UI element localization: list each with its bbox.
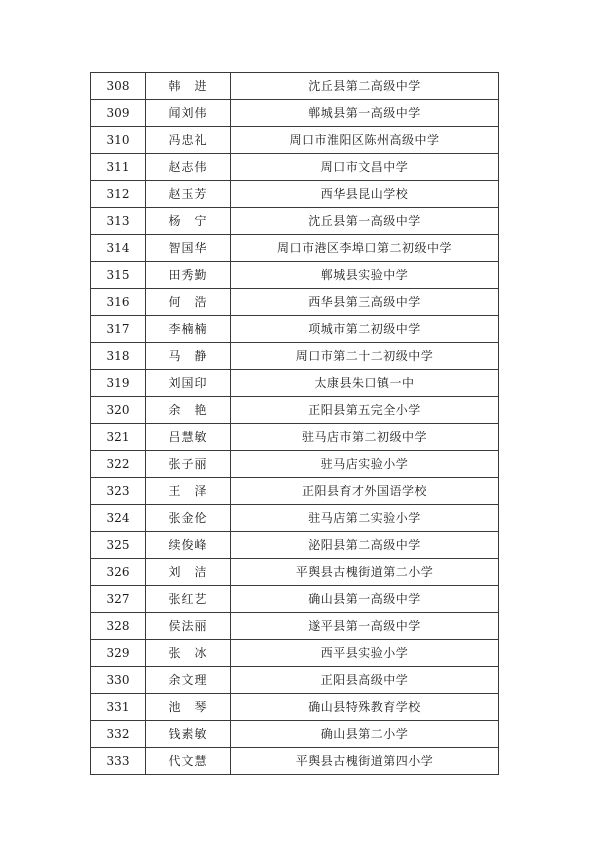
person-name: 续俊峰 [146,532,231,559]
person-name: 池 琴 [146,694,231,721]
row-number: 327 [91,586,146,613]
row-number: 326 [91,559,146,586]
person-name: 吕慧敏 [146,424,231,451]
school-name: 遂平县第一高级中学 [231,613,499,640]
person-name: 王 泽 [146,478,231,505]
person-name: 钱素敏 [146,721,231,748]
school-name: 正阳县第五完全小学 [231,397,499,424]
table-row [91,181,499,208]
table-row [91,613,499,640]
school-name: 周口市淮阳区陈州高级中学 [231,127,499,154]
table-row [91,451,499,478]
person-name: 余文理 [146,667,231,694]
school-name: 太康县朱口镇一中 [231,370,499,397]
school-name: 确山县第二小学 [231,721,499,748]
person-name: 何 浩 [146,289,231,316]
table-row [91,262,499,289]
roster-body [91,73,499,775]
row-number: 315 [91,262,146,289]
school-name: 驻马店第二实验小学 [231,505,499,532]
table-row [91,73,499,100]
school-name: 正阳县高级中学 [231,667,499,694]
table-row [91,721,499,748]
row-number: 332 [91,721,146,748]
row-number: 330 [91,667,146,694]
person-name: 冯忠礼 [146,127,231,154]
school-name: 平舆县古槐街道第四小学 [231,748,499,775]
person-name: 韩 进 [146,73,231,100]
row-number: 310 [91,127,146,154]
person-name: 赵玉芳 [146,181,231,208]
table-row [91,694,499,721]
school-name: 西华县第三高级中学 [231,289,499,316]
roster-table [90,72,499,775]
table-row [91,505,499,532]
row-number: 318 [91,343,146,370]
table-row [91,289,499,316]
table-row [91,532,499,559]
school-name: 西华县昆山学校 [231,181,499,208]
school-name: 郸城县实验中学 [231,262,499,289]
school-name: 确山县第一高级中学 [231,586,499,613]
row-number: 322 [91,451,146,478]
person-name: 张子丽 [146,451,231,478]
person-name: 张红艺 [146,586,231,613]
table-row [91,235,499,262]
school-name: 周口市港区李埠口第二初级中学 [231,235,499,262]
row-number: 312 [91,181,146,208]
row-number: 311 [91,154,146,181]
person-name: 刘 洁 [146,559,231,586]
table-row [91,559,499,586]
person-name: 余 艳 [146,397,231,424]
row-number: 309 [91,100,146,127]
person-name: 杨 宁 [146,208,231,235]
school-name: 沈丘县第二高级中学 [231,73,499,100]
table-row [91,127,499,154]
row-number: 320 [91,397,146,424]
person-name: 马 静 [146,343,231,370]
table-row [91,424,499,451]
table-row [91,208,499,235]
table-row [91,667,499,694]
person-name: 刘国印 [146,370,231,397]
school-name: 郸城县第一高级中学 [231,100,499,127]
school-name: 项城市第二初级中学 [231,316,499,343]
person-name: 张 冰 [146,640,231,667]
row-number: 333 [91,748,146,775]
school-name: 确山县特殊教育学校 [231,694,499,721]
school-name: 沈丘县第一高级中学 [231,208,499,235]
table-row [91,316,499,343]
row-number: 316 [91,289,146,316]
row-number: 328 [91,613,146,640]
table-row [91,640,499,667]
person-name: 代文慧 [146,748,231,775]
school-name: 周口市第二十二初级中学 [231,343,499,370]
row-number: 323 [91,478,146,505]
person-name: 李楠楠 [146,316,231,343]
row-number: 329 [91,640,146,667]
table-row [91,370,499,397]
row-number: 314 [91,235,146,262]
school-name: 泌阳县第二高级中学 [231,532,499,559]
school-name: 周口市文昌中学 [231,154,499,181]
row-number: 331 [91,694,146,721]
person-name: 侯法丽 [146,613,231,640]
table-row [91,586,499,613]
school-name: 驻马店市第二初级中学 [231,424,499,451]
person-name: 张金伦 [146,505,231,532]
row-number: 321 [91,424,146,451]
person-name: 田秀勤 [146,262,231,289]
person-name: 智国华 [146,235,231,262]
row-number: 317 [91,316,146,343]
table-row [91,100,499,127]
row-number: 313 [91,208,146,235]
row-number: 308 [91,73,146,100]
table-row [91,154,499,181]
row-number: 324 [91,505,146,532]
school-name: 驻马店实验小学 [231,451,499,478]
table-row [91,397,499,424]
row-number: 319 [91,370,146,397]
table-row [91,748,499,775]
person-name: 赵志伟 [146,154,231,181]
school-name: 平舆县古槐街道第二小学 [231,559,499,586]
school-name: 西平县实验小学 [231,640,499,667]
table-row [91,478,499,505]
school-name: 正阳县育才外国语学校 [231,478,499,505]
row-number: 325 [91,532,146,559]
table-row [91,343,499,370]
person-name: 闻刘伟 [146,100,231,127]
